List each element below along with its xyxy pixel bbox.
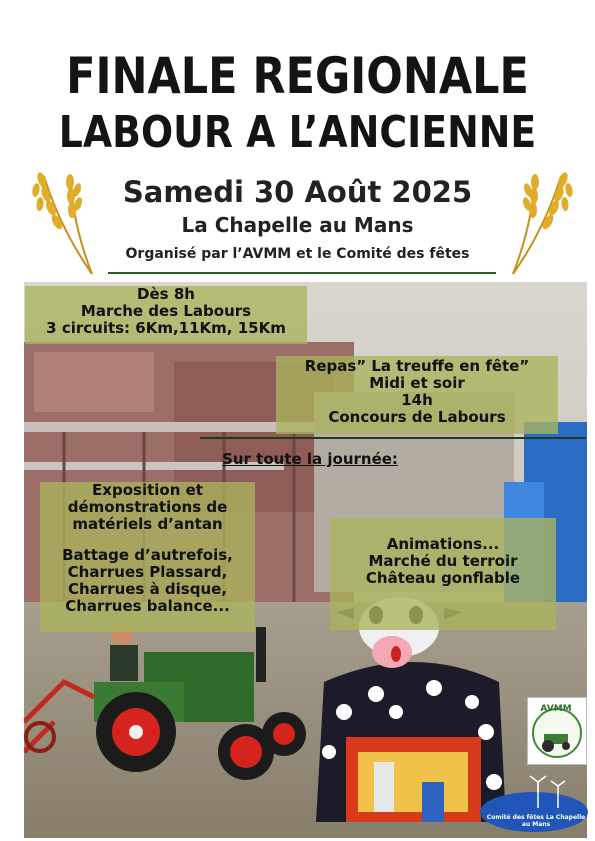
event-place: La Chapelle au Mans (181, 213, 414, 237)
all-day-heading: Sur toute la journée: (222, 450, 398, 468)
comite-logo-text: Comité des fêtes La Chapelle au Mans (486, 814, 586, 828)
morning-circuits: 3 circuits: 6Km,11Km, 15Km (46, 319, 286, 337)
animations-market: Marché du terroir (368, 552, 518, 570)
expo-line: Charrues Plassard, (67, 563, 228, 581)
morning-event: Marche des Labours (80, 302, 252, 320)
header-divider (108, 272, 496, 274)
meal-title: Repas” La treuffe en fête” (304, 357, 530, 375)
title-line-2: LABOUR A L’ANCIENNE (58, 107, 537, 158)
exhibition-info-box (40, 482, 255, 632)
animations-title: Animations... (386, 535, 500, 553)
contest-event: Concours de Labours (328, 408, 506, 426)
morning-time: Dès 8h (137, 285, 195, 303)
expo-line: Charrues balance... (65, 597, 230, 615)
title-line-1: FINALE REGIONALE (66, 47, 529, 105)
meal-info-box (276, 356, 558, 434)
meal-times: Midi et soir (369, 374, 465, 392)
expo-line: Battage d’autrefois, (62, 546, 233, 564)
event-date: Samedi 30 Août 2025 (122, 175, 473, 209)
organizer-line: Organisé par l’AVMM et le Comité des fêtes (125, 246, 470, 262)
expo-line: démonstrations de (67, 498, 228, 516)
animations-castle: Château gonflable (365, 569, 521, 587)
contest-time: 14h (401, 391, 433, 409)
animations-info-box (330, 518, 556, 630)
spacer (40, 533, 255, 547)
expo-line: Exposition et (92, 481, 203, 499)
day-divider (200, 437, 586, 439)
morning-info-box (25, 286, 307, 344)
expo-line: Charrues à disque, (67, 580, 228, 598)
expo-line: matériels d’antan (72, 515, 223, 533)
avmm-logo-text: AVMM (540, 704, 572, 714)
